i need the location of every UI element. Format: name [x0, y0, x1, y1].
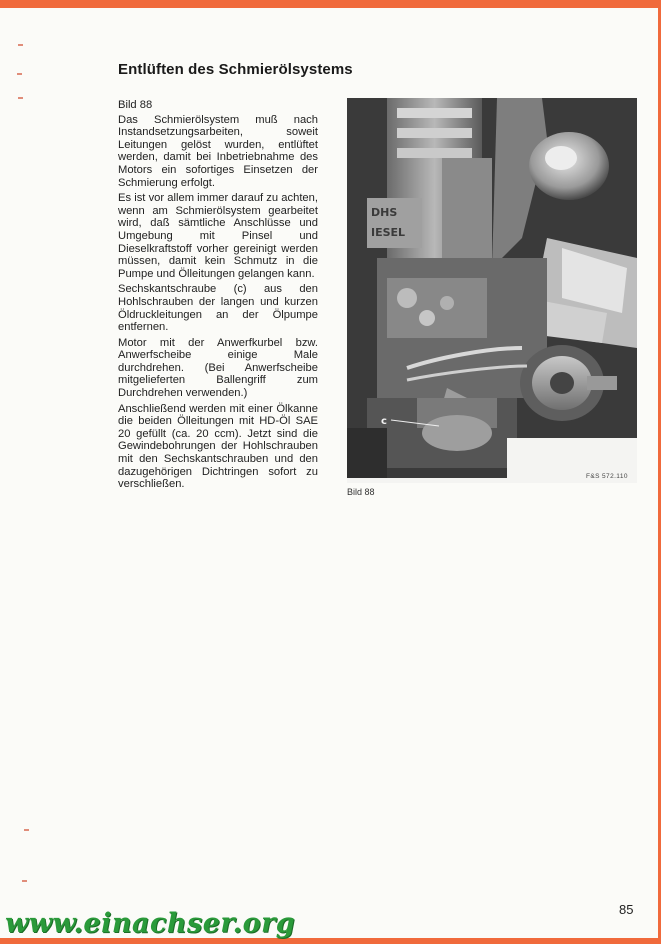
section-title: Entlüften des Schmierölsystems [118, 61, 353, 78]
page-number: 85 [619, 902, 634, 917]
paragraph: Das Schmierölsystem muß nach Instandsetzungsarbeiten, soweit Leitungen gelöst wurden, entlüftet werden, damit bei Inbetriebnahme des Motors ein sofortiges Einsetzen der Schmierung erfolgt. [118, 113, 318, 189]
paragraph: Es ist vor allem immer darauf zu achten, wenn am Schmierölsystem gearbeitet wird, daß sämtliche Anschlüsse und Umgebung mit Pinsel und Dieselkraftstoff vorher gereinigt werden müssen, damit kein Schmutz in die Pumpe und Ölleitungen gelangen kann. [118, 192, 318, 280]
margin-mark [24, 829, 29, 831]
engine-photo [347, 98, 637, 483]
page-border-top [0, 0, 661, 8]
svg-text:IESEL: IESEL [371, 226, 406, 239]
photo-caption: Bild 88 [347, 487, 375, 497]
body-text-column [118, 99, 318, 494]
paragraph: Sechskantschraube (c) aus den Hohlschrauben der langen und kurzen Öldruckleitungen an der Ölpumpe entfernen. [118, 283, 318, 334]
photo-reference-code: F&S 572.110 [586, 473, 628, 480]
engine-illustration [347, 98, 637, 483]
paragraph: Motor mit der Anwerfkurbel bzw. Anwerfscheibe einige Male durchdrehen. (Bei Anwerfscheibe mitgelieferten Ballengriff zum Durchdrehen verwenden.) [118, 336, 318, 400]
paragraph: Anschließend werden mit einer Ölkanne die beiden Ölleitungen mit HD-Öl SAE 20 gefüllt (ca. 20 ccm). Jetzt sind die Gewindebohrungen der Hohlschrauben mit den Sechskantschrauben und den dazugehörigen Dichtringen sofort zu verschließen. [118, 402, 318, 491]
figure-reference: Bild 88 [118, 99, 153, 111]
photo-label-c: c [381, 416, 387, 427]
margin-mark [18, 97, 23, 99]
margin-mark [18, 44, 23, 46]
watermark-url: www.einachser.org [5, 908, 296, 939]
margin-mark [22, 880, 27, 882]
margin-mark [17, 73, 22, 75]
svg-text:DHS: DHS [371, 206, 398, 219]
